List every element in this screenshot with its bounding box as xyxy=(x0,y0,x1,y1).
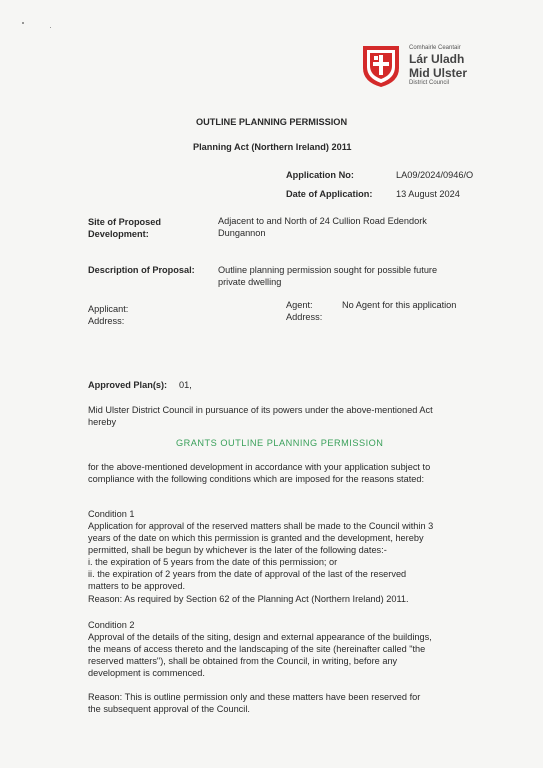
applicant-address-label: Address: xyxy=(88,316,125,326)
agent-label: Agent: xyxy=(286,300,313,310)
description-value-cont: private dwelling xyxy=(218,277,282,287)
condition-2-reason: Reason: This is outline permission only and these matters have been reserved for xyxy=(88,692,421,702)
application-no-label: Application No: xyxy=(286,170,354,180)
approved-plans-label: Approved Plan(s): xyxy=(88,380,168,390)
condition-2-title: Condition 2 xyxy=(88,620,135,630)
condition-1-line: permitted, shall be begun by whichever is the later of the following dates:- xyxy=(88,545,387,555)
intro-text-cont: hereby xyxy=(88,417,117,427)
scan-speck xyxy=(50,27,51,28)
condition-1-reason: Reason: As required by Section 62 of the Planning Act (Northern Ireland) 2011. xyxy=(88,594,409,604)
conditions-intro: for the above-mentioned development in accordance with your application subject to xyxy=(88,462,431,472)
date-of-application-label: Date of Application: xyxy=(286,189,373,199)
description-value: Outline planning permission sought for possible future xyxy=(218,265,438,275)
logo-irish-text: Comhairle Ceantair xyxy=(409,45,461,51)
logo-district-council: District Council xyxy=(409,80,450,86)
site-label-cont: Development: xyxy=(88,229,149,239)
condition-2-line: development is commenced. xyxy=(88,668,205,678)
grants-heading: GRANTS OUTLINE PLANNING PERMISSION xyxy=(176,438,384,448)
condition-2-reason-cont: the subsequent approval of the Council. xyxy=(88,704,250,714)
document-title: OUTLINE PLANNING PERMISSION xyxy=(196,117,348,127)
condition-1-line: Application for approval of the reserved matters shall be made to the Council within 3 xyxy=(88,521,434,531)
date-of-application-value: 13 August 2024 xyxy=(396,189,460,199)
applicant-label: Applicant: xyxy=(88,304,129,314)
condition-2-line: the means of access thereto and the landscaping of the site (hereinafter called "the xyxy=(88,644,426,654)
scan-speck xyxy=(22,22,24,24)
condition-1-title: Condition 1 xyxy=(88,509,135,519)
site-value-cont: Dungannon xyxy=(218,228,266,238)
site-label: Site of Proposed xyxy=(88,217,161,227)
agent-value: No Agent for this application xyxy=(342,300,457,310)
council-crest-icon xyxy=(359,42,403,88)
logo-council-name: Mid Ulster xyxy=(409,66,468,80)
council-logo xyxy=(359,42,479,90)
condition-1-line: years of the date on which this permission is granted and the development, hereby xyxy=(88,533,424,543)
condition-1-line: i. the expiration of 5 years from the date of this permission; or xyxy=(88,557,338,567)
condition-1-line: ii. the expiration of 2 years from the date of approval of the last of the reserved xyxy=(88,569,407,579)
condition-1-line: matters to be approved. xyxy=(88,581,186,591)
agent-address-label: Address: xyxy=(286,312,323,322)
description-label: Description of Proposal: xyxy=(88,265,195,275)
act-heading: Planning Act (Northern Ireland) 2011 xyxy=(193,142,352,152)
condition-2-line: Approval of the details of the siting, design and external appearance of the buildings, xyxy=(88,632,432,642)
logo-irish-name: Lár Uladh xyxy=(409,52,465,66)
intro-text: Mid Ulster District Council in pursuance of its powers under the above-mentioned Act xyxy=(88,405,433,415)
site-value: Adjacent to and North of 24 Cullion Road Edendork xyxy=(218,216,427,226)
approved-plans-value: 01, xyxy=(179,380,192,390)
condition-2-line: reserved matters"), shall be obtained from the Council, in writing, before any xyxy=(88,656,398,666)
conditions-intro-cont: compliance with the following conditions which are imposed for the reasons stated: xyxy=(88,474,425,484)
application-no-value: LA09/2024/0946/O xyxy=(396,170,474,180)
